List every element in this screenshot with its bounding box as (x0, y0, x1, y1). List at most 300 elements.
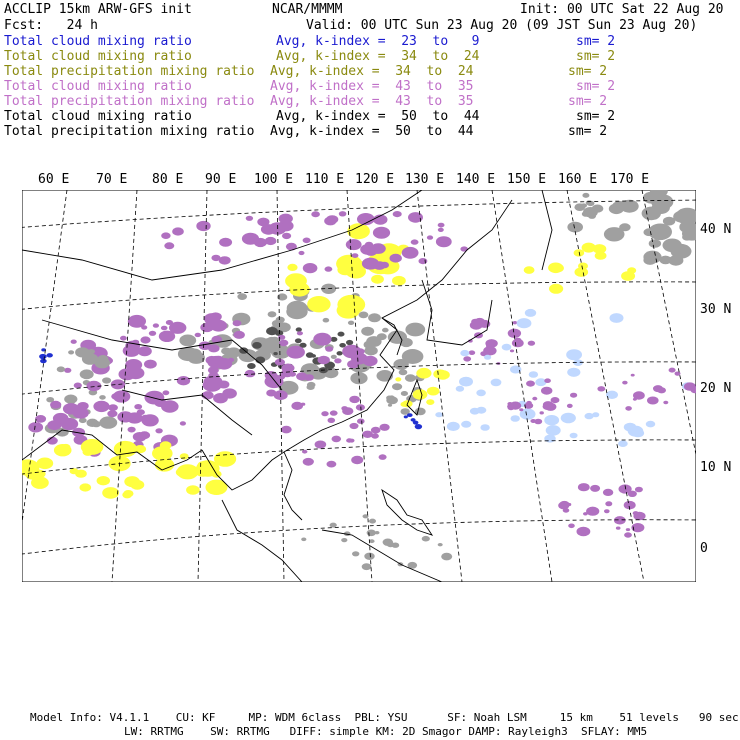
precip-cell (626, 528, 630, 531)
precip-cell (357, 419, 365, 424)
precip-cell (123, 345, 140, 357)
precip-cell (149, 331, 156, 336)
legend-avg: Avg, k-index = 50 to 44 (270, 124, 474, 139)
legend-sm: sm= 2 (576, 34, 616, 49)
precip-cell (321, 411, 328, 416)
precip-cell (83, 448, 94, 456)
precip-cell (282, 233, 291, 239)
precip-cell (615, 205, 621, 209)
precip-cell (97, 476, 110, 485)
lat-label: 40 N (700, 222, 732, 237)
precip-cell (541, 387, 552, 395)
precip-cell (303, 263, 318, 273)
precip-cell (525, 309, 536, 317)
precip-cell (545, 403, 557, 411)
precip-cell (71, 340, 77, 344)
precip-cell (581, 203, 587, 207)
model-title: ACCLIP 15km ARW-GFS init (4, 2, 192, 17)
precip-cell (282, 364, 295, 373)
precip-cell (219, 256, 231, 264)
precip-cell (35, 415, 46, 423)
legend-sm: sm= 2 (568, 124, 608, 139)
precip-cell (460, 350, 469, 356)
precip-cell (347, 223, 370, 239)
precip-cell (117, 411, 133, 422)
precip-cell (366, 336, 381, 347)
precip-cell (634, 525, 644, 532)
precip-cell (57, 366, 65, 372)
precip-cell (177, 376, 190, 385)
precip-cell (128, 427, 136, 433)
precip-cell (373, 227, 390, 239)
precip-cell (387, 542, 395, 547)
precip-cell (419, 258, 428, 264)
precip-cell (161, 232, 170, 239)
precip-cell (164, 242, 174, 249)
precip-cell (352, 253, 359, 258)
precip-cell (187, 352, 205, 364)
precip-cell (570, 433, 578, 439)
precip-cell (140, 336, 150, 343)
precip-cell (393, 211, 402, 217)
precip-cell (330, 410, 338, 415)
precip-cell (133, 432, 147, 442)
legend-avg: Avg, k-index = 43 to 35 (270, 94, 474, 109)
precip-cell (276, 317, 285, 323)
precip-cell (289, 282, 309, 296)
precip-cell (398, 362, 408, 369)
precip-cell (161, 326, 168, 331)
precip-cell (390, 254, 402, 263)
precip-cell (222, 388, 237, 398)
precip-cell (484, 355, 491, 360)
precip-cell (75, 347, 90, 357)
precip-cell (470, 321, 483, 330)
precip-cell (213, 356, 223, 363)
precip-cell (575, 267, 589, 277)
precip-cell (510, 350, 514, 353)
precip-cell (311, 211, 320, 217)
precip-cell (99, 395, 106, 400)
precip-cell (380, 424, 390, 431)
precip-cell (470, 408, 480, 415)
precip-cell (242, 233, 259, 245)
precip-cell (313, 333, 331, 346)
precip-cell (532, 397, 537, 401)
precip-cell (196, 221, 210, 231)
precip-cell (349, 396, 360, 403)
legend-sm: sm= 2 (576, 49, 616, 64)
precip-cell (568, 524, 575, 529)
precip-cell (463, 356, 471, 361)
precip-cell (255, 357, 265, 364)
precip-cell (540, 411, 544, 414)
precip-cell (297, 331, 303, 335)
precip-cell (588, 213, 596, 219)
precip-cell (402, 247, 419, 259)
precip-cell (363, 356, 378, 366)
precip-cell (609, 204, 624, 215)
precip-cell (651, 196, 661, 203)
precip-cell (567, 503, 572, 506)
precip-cell (647, 397, 659, 405)
precip-cell (530, 419, 536, 423)
lat-label: 0 (700, 541, 708, 556)
precip-cell (526, 381, 535, 387)
precip-cell (334, 358, 341, 363)
precip-cell (287, 301, 308, 316)
precip-cell (392, 276, 406, 286)
precip-cell (337, 302, 360, 318)
forecast-hour: Fcst: 24 h (4, 18, 98, 33)
precip-cell (339, 211, 347, 216)
precip-cell (369, 519, 376, 524)
precip-cell (405, 374, 416, 382)
precip-cell (331, 355, 337, 359)
precip-cell (486, 344, 491, 347)
precip-cell (94, 357, 110, 368)
precip-cell (507, 402, 512, 406)
precip-cell (214, 451, 236, 467)
legend-avg: Avg, k-index = 34 to 24 (270, 64, 474, 79)
legend-sm: sm= 2 (576, 79, 616, 94)
precip-cell (155, 428, 162, 433)
precip-cell (303, 458, 314, 466)
precip-cell (102, 487, 119, 499)
precip-cell (341, 538, 347, 542)
precip-cell (307, 296, 330, 312)
precip-cell (663, 401, 668, 404)
precip-cell (371, 275, 384, 284)
precip-cell (203, 379, 222, 392)
lon-label: 130 E (405, 172, 445, 187)
precip-cell (356, 404, 365, 410)
weather-map (22, 190, 696, 582)
lon-label: 170 E (610, 172, 650, 187)
legend-name: Total precipitation mixing ratio (4, 94, 255, 109)
precip-cell (371, 433, 379, 438)
precip-cell (179, 335, 196, 347)
precip-cell (544, 378, 551, 383)
precip-cell (328, 418, 336, 423)
precip-cell (281, 426, 292, 434)
precip-cell (247, 363, 256, 369)
precip-cell (352, 551, 359, 556)
lat-label: 10 N (700, 460, 732, 475)
legend-name: Total precipitation mixing ratio (4, 64, 255, 79)
precip-cell (296, 327, 302, 331)
precip-cell (411, 418, 416, 422)
precip-cell (436, 236, 452, 247)
precip-cell (551, 397, 560, 403)
precip-cell (134, 404, 142, 409)
precip-cell (323, 318, 330, 323)
precip-cell (169, 322, 186, 334)
precip-cell (433, 369, 447, 378)
precip-cell (287, 264, 297, 271)
precip-cell (633, 391, 645, 399)
precip-cell (279, 214, 293, 224)
precip-cell (25, 468, 42, 480)
precip-cell (577, 527, 591, 537)
precip-cell (415, 424, 422, 429)
lon-label: 90 E (205, 172, 237, 187)
precip-cell (327, 461, 337, 468)
legend-sm: sm= 2 (568, 94, 608, 109)
precip-cell (54, 444, 72, 456)
precip-cell (544, 415, 559, 425)
precip-cell (675, 372, 681, 376)
precip-cell (663, 239, 682, 253)
precip-cell (352, 269, 365, 278)
legend-avg: Avg, k-index = 23 to 9 (276, 34, 480, 49)
precip-cell (338, 332, 345, 337)
precip-cell (514, 338, 521, 343)
model-info-line1: Model Info: V4.1.1 CU: KF MP: WDM 6class PBL: YSU SF: Noah LSM 15 km 51 levels 90 sec (30, 711, 739, 724)
precip-cell (303, 238, 311, 244)
precip-cell (332, 436, 342, 443)
precip-cell (75, 470, 87, 478)
precip-cell (610, 313, 624, 323)
precip-cell (567, 404, 573, 408)
precip-cell (669, 368, 676, 373)
legend-avg: Avg, k-index = 43 to 35 (270, 79, 474, 94)
precip-cell (561, 413, 576, 424)
precip-cell (119, 368, 136, 380)
precip-cell (359, 312, 369, 319)
precip-cell (28, 422, 43, 432)
precip-cell (566, 349, 582, 360)
precip-cell (563, 508, 570, 513)
precip-cell (364, 553, 374, 560)
precip-cell (257, 218, 269, 227)
precip-cell (546, 425, 561, 436)
precip-cell (108, 404, 118, 411)
precip-cell (208, 344, 220, 352)
precip-cell (163, 390, 170, 395)
precip-cell (438, 228, 444, 232)
legend-name: Total cloud mixing ratio (4, 79, 192, 94)
precip-cell (604, 509, 610, 513)
precip-cell (111, 393, 121, 400)
precip-cell (375, 531, 380, 534)
precip-cell (386, 396, 398, 404)
legend-name: Total cloud mixing ratio (4, 109, 192, 124)
precip-cell (367, 530, 376, 537)
lon-label: 100 E (254, 172, 294, 187)
precip-cell (111, 379, 125, 389)
precip-cell (301, 538, 306, 542)
precip-cell (513, 321, 518, 324)
precip-cell (180, 421, 186, 425)
precip-cell (567, 222, 583, 233)
precip-cell (592, 205, 604, 213)
precip-cell (228, 358, 234, 362)
precip-cell (491, 379, 502, 387)
precip-cell (219, 238, 232, 247)
precip-cell (668, 255, 683, 265)
precip-cell (61, 418, 78, 430)
precip-cell (583, 512, 588, 515)
precip-cell (593, 244, 607, 254)
lon-label: 160 E (558, 172, 598, 187)
precip-cell (362, 431, 373, 438)
precip-cell (646, 251, 659, 260)
precip-cell (544, 435, 555, 443)
precip-cell (627, 267, 636, 273)
precip-cell (529, 371, 538, 378)
precip-cell (548, 263, 563, 274)
precip-cell (379, 454, 387, 460)
precip-cell (204, 313, 220, 325)
precip-cell (362, 258, 379, 270)
precip-cell (124, 476, 140, 487)
precip-cell (330, 523, 337, 528)
precip-cell (266, 327, 278, 335)
precip-cell (289, 372, 296, 377)
lon-label: 150 E (507, 172, 547, 187)
precip-cell (80, 483, 92, 491)
precip-cell (351, 456, 363, 464)
precip-cell (614, 516, 626, 524)
precip-cell (382, 328, 389, 333)
precip-cell (402, 349, 424, 364)
precip-cell (633, 511, 639, 515)
precip-cell (631, 374, 635, 377)
precip-cell (180, 453, 189, 459)
precip-cell (102, 377, 111, 383)
precip-cell (50, 401, 61, 409)
precip-cell (64, 368, 71, 373)
precip-cell (438, 223, 445, 228)
precip-cell (642, 207, 661, 221)
precip-cell (337, 351, 343, 355)
precip-cell (519, 408, 523, 411)
precip-cell (161, 400, 179, 412)
lon-label: 120 E (355, 172, 395, 187)
precip-cell (346, 340, 353, 345)
precip-cell (511, 415, 520, 422)
precip-cell (635, 487, 643, 493)
lat-label: 20 N (700, 381, 732, 396)
precip-cell (350, 423, 359, 429)
precip-cell (141, 325, 147, 329)
precip-cell (122, 491, 132, 498)
precip-cell (279, 340, 288, 347)
valid-time: Valid: 00 UTC Sun 23 Aug 20 (09 JST Sun 23 Aug 20) (306, 18, 698, 33)
precip-cell (234, 331, 245, 339)
precip-cell (326, 215, 338, 223)
legend-name: Total cloud mixing ratio (4, 34, 192, 49)
precip-cell (456, 386, 464, 392)
precip-cell (364, 346, 377, 355)
precip-cell (625, 406, 632, 411)
precip-cell (362, 563, 372, 570)
precip-cell (233, 320, 242, 326)
precip-cell (632, 429, 644, 437)
precip-cell (648, 224, 672, 241)
precip-cell (80, 369, 94, 379)
precip-cell (616, 527, 621, 530)
precip-cell (99, 416, 117, 428)
precip-cell (649, 239, 661, 248)
legend-name: Total precipitation mixing ratio (4, 124, 255, 139)
precip-cell (399, 369, 408, 375)
legend-avg: Avg, k-index = 34 to 24 (276, 49, 480, 64)
precip-cell (582, 193, 589, 198)
precip-cell (144, 360, 157, 369)
precip-cell (342, 407, 353, 415)
legend-sm: sm= 2 (576, 109, 616, 124)
precip-cell (268, 311, 277, 317)
precip-cell (368, 313, 381, 322)
legend-sm: sm= 2 (568, 64, 608, 79)
precip-cell (47, 353, 53, 357)
precip-cell (40, 359, 47, 364)
precip-cell (618, 440, 628, 447)
precip-cell (427, 235, 433, 239)
precip-cell (315, 441, 327, 449)
precip-cell (469, 350, 476, 355)
precip-cell (195, 333, 201, 337)
precip-cell (346, 438, 352, 442)
org-label: NCAR/MMMM (272, 2, 343, 17)
precip-cell (407, 413, 413, 417)
precip-cell (416, 368, 431, 379)
lon-label: 60 E (38, 172, 70, 187)
precip-cell (137, 409, 145, 415)
precip-cell (646, 421, 655, 428)
precip-cell (347, 360, 359, 368)
precip-cell (441, 553, 452, 561)
precip-cell (619, 223, 630, 231)
precip-cell (278, 335, 285, 340)
precip-cell (597, 386, 605, 391)
precip-cell (567, 368, 580, 377)
precip-cell (318, 356, 330, 365)
precip-cell (392, 383, 402, 390)
precip-cell (360, 244, 375, 255)
precip-cell (186, 485, 200, 494)
precip-cell (447, 422, 460, 431)
precip-cell (202, 391, 214, 399)
precip-cell (311, 354, 316, 358)
precip-cell (603, 489, 613, 496)
precip-cell (77, 402, 88, 410)
lon-label: 140 E (456, 172, 496, 187)
init-time: Init: 00 UTC Sat 22 Aug 20 (520, 2, 724, 17)
precip-cell (585, 413, 594, 419)
precip-cell (480, 424, 489, 431)
precip-cell (325, 266, 333, 271)
model-info-line2: LW: RRTMG SW: RRTMG DIFF: simple KM: 2D Smagor DAMP: Rayleigh3 SFLAY: MM5 (124, 725, 648, 738)
precip-cell (574, 249, 585, 256)
precip-cell (438, 543, 443, 546)
precip-cell (325, 346, 333, 352)
precip-cell (426, 399, 434, 405)
precip-cell (107, 410, 117, 417)
legend-name: Total cloud mixing ratio (4, 49, 192, 64)
precip-cell (295, 338, 302, 343)
precip-cell (401, 391, 408, 396)
precip-cell (265, 237, 277, 245)
legend-avg: Avg, k-index = 50 to 44 (276, 109, 480, 124)
precip-cell (87, 419, 99, 427)
precip-cell (39, 354, 47, 359)
precip-cell (68, 350, 74, 354)
precip-cell (346, 239, 362, 250)
precip-cell (476, 390, 486, 397)
